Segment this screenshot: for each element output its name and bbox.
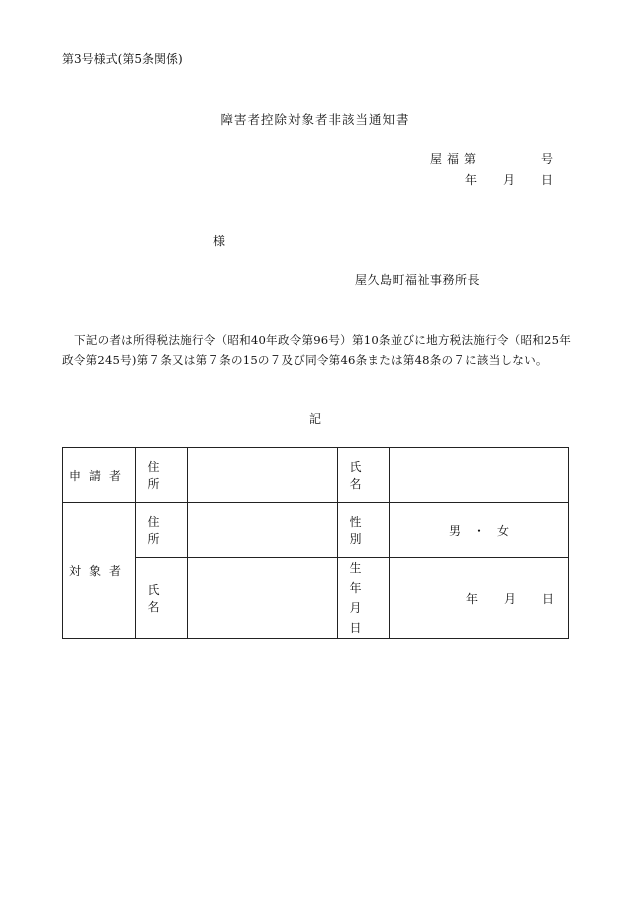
reference-number-blank[interactable] [481, 150, 541, 167]
birth-month-unit: 月 [503, 591, 516, 606]
applicant-address-label: 住所 [147, 460, 176, 491]
body-paragraph: 下記の者は所得税法施行令（昭和40年政令第96号）第10条並びに地方税法施行令（昭和25年政令第245号)第７条又は第７条の15の７及び同令第46条または第48条の７に該当しない。 [62, 333, 571, 367]
birth-year-unit: 年 [465, 591, 478, 606]
subject-row-1 [63, 503, 569, 558]
addressee-suffix: 様 [213, 234, 226, 248]
birth-day-unit: 日 [541, 591, 554, 606]
applicant-name-label: 氏名 [349, 460, 378, 491]
issue-date-month: 月 [502, 173, 515, 187]
gender-options: 男 ・ 女 [448, 523, 509, 538]
ki-heading: 記 [308, 412, 321, 426]
subject-label-cell [63, 503, 136, 639]
subject-name-label-cell [136, 558, 188, 639]
subject-address-label-cell [136, 503, 188, 558]
applicant-address-field[interactable] [188, 448, 338, 503]
subject-name-label: 氏名 [147, 583, 176, 614]
subject-birthdate-field[interactable] [390, 558, 569, 639]
subject-gender-field[interactable] [390, 503, 569, 558]
subject-row-2 [63, 558, 569, 639]
form-number: 第3号様式(第5条関係) [62, 52, 183, 66]
issue-date-row [430, 171, 553, 188]
subject-address-label: 住所 [147, 515, 176, 546]
body-text [62, 330, 572, 370]
issuer-name: 屋久島町福祉事務所長 [355, 273, 481, 287]
subject-gender-label: 性別 [349, 515, 378, 546]
applicant-name-field[interactable] [390, 448, 569, 503]
issue-date-year: 年 [464, 173, 477, 187]
applicant-row [63, 448, 569, 503]
birthdate-label-line-1: 生年 [349, 561, 378, 595]
reference-block [430, 150, 553, 188]
reference-suffix: 号 [540, 152, 553, 166]
subject-address-field[interactable] [188, 503, 338, 558]
document-title: 障害者控除対象者非該当通知書 [220, 112, 410, 127]
subject-gender-label-cell [338, 503, 390, 558]
birthdate-label-line-2: 月日 [349, 601, 378, 635]
subject-name-field[interactable] [188, 558, 338, 639]
subject-birthdate-label-cell [338, 558, 390, 639]
applicant-name-label-cell [338, 448, 390, 503]
reference-number-row [430, 150, 553, 167]
subject-label: 対象者 [68, 564, 129, 578]
detail-table [62, 447, 569, 639]
reference-prefix: 屋福第 [429, 152, 481, 166]
issue-date-day: 日 [540, 173, 553, 187]
applicant-label: 申請者 [68, 468, 129, 483]
applicant-address-label-cell [136, 448, 188, 503]
applicant-label-cell [63, 448, 136, 503]
